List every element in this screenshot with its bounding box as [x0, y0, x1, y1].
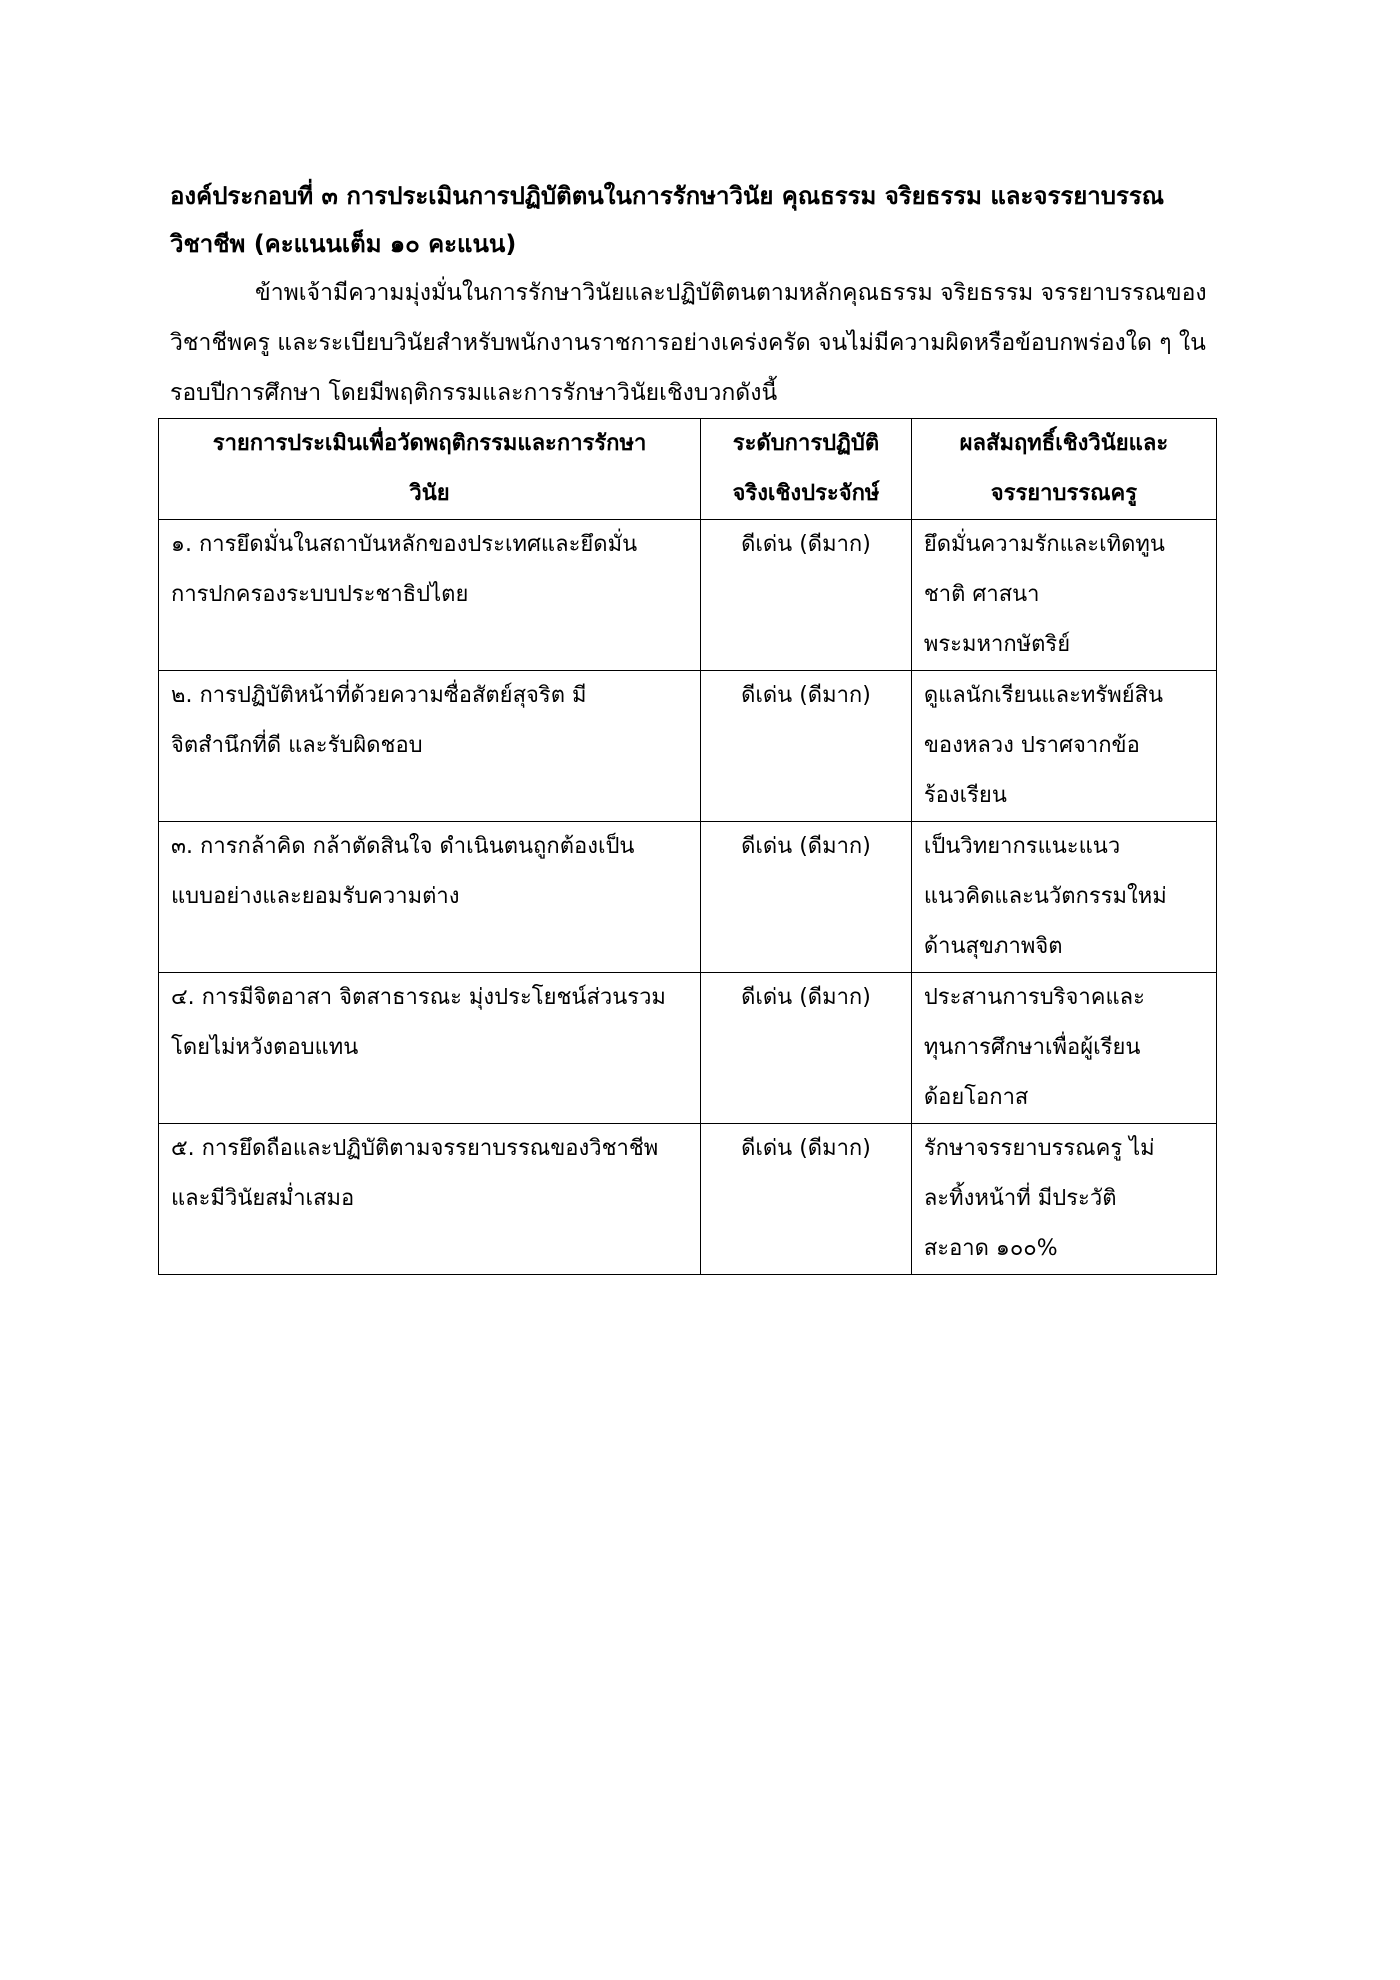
header-line: ผลสัมฤทธิ์เชิงวินัยและ: [959, 431, 1169, 456]
level-cell: ดีเด่น (ดีมาก): [701, 520, 912, 671]
header-line: จริงเชิงประจักษ์: [732, 481, 880, 506]
result-line: แนวคิดและนวัตกรรมใหม่: [923, 884, 1167, 909]
result-line: ยึดมั่นความรักและเทิดทูน: [923, 532, 1165, 557]
item-line: แบบอย่างและยอมรับความต่าง: [171, 884, 460, 909]
table-row: [159, 520, 1217, 671]
intro-paragraph: [170, 268, 1245, 418]
level-cell: ดีเด่น (ดีมาก): [701, 1124, 912, 1275]
result-cell: [911, 1124, 1216, 1275]
table-row: [159, 671, 1217, 822]
item-cell: [159, 973, 701, 1124]
result-line: ด้านสุขภาพจิต: [923, 934, 1063, 959]
result-line: รักษาจรรยาบรรณครู ไม่: [923, 1136, 1155, 1161]
item-line: ๔. การมีจิตอาสา จิตสาธารณะ มุ่งประโยชน์ส่วนรวม: [171, 985, 666, 1010]
header-achievement: [911, 419, 1216, 520]
header-line: ระดับการปฏิบัติ: [732, 431, 880, 456]
result-line: ทุนการศึกษาเพื่อผู้เรียน: [923, 1035, 1141, 1060]
result-line: ละทิ้งหน้าที่ มีประวัติ: [923, 1186, 1117, 1211]
heading-line-2: วิชาชีพ (คะแนนเต็ม ๑๐ คะแนน): [170, 230, 517, 258]
header-assessment-item: [159, 419, 701, 520]
evaluation-table: [158, 418, 1217, 1275]
header-practice-level: [701, 419, 912, 520]
item-line: การปกครองระบบประชาธิปไตย: [171, 582, 469, 607]
result-line: สะอาด ๑๐๐%: [923, 1236, 1058, 1261]
item-line: ๕. การยึดถือและปฏิบัติตามจรรยาบรรณของวิชาชีพ: [171, 1136, 659, 1161]
level-cell: ดีเด่น (ดีมาก): [701, 671, 912, 822]
header-line: รายการประเมินเพื่อวัดพฤติกรรมและการรักษา: [212, 431, 647, 456]
item-cell: [159, 1124, 701, 1275]
item-cell: [159, 822, 701, 973]
result-cell: [911, 973, 1216, 1124]
item-cell: [159, 520, 701, 671]
result-line: ดูแลนักเรียนและทรัพย์สิน: [923, 683, 1164, 708]
table-row: [159, 822, 1217, 973]
result-line: ประสานการบริจาคและ: [923, 985, 1145, 1010]
result-line: ร้องเรียน: [923, 783, 1007, 808]
result-cell: [911, 822, 1216, 973]
result-line: ด้อยโอกาส: [923, 1085, 1029, 1110]
item-line: ๑. การยึดมั่นในสถาบันหลักของประเทศและยึดมั่น: [171, 532, 638, 557]
level-cell: ดีเด่น (ดีมาก): [701, 822, 912, 973]
item-line: และมีวินัยสม่ำเสมอ: [171, 1186, 355, 1211]
item-line: โดยไม่หวังตอบแทน: [171, 1035, 359, 1060]
result-line: ชาติ ศาสนา: [923, 582, 1040, 607]
table-row: [159, 973, 1217, 1124]
intro-line-1: ข้าพเจ้ามีความมุ่งมั่นในการรักษาวินัยและปฏิบัติตนตามหลักคุณธรรม จริยธรรม จรรยาบรรณของ: [255, 280, 1207, 306]
header-line: จรรยาบรรณครู: [990, 481, 1138, 506]
intro-line-3: รอบปีการศึกษา โดยมีพฤติกรรมและการรักษาวินัยเชิงบวกดังนี้: [170, 380, 778, 406]
table-header-row: [159, 419, 1217, 520]
section-heading: [170, 172, 1245, 268]
item-line: ๓. การกล้าคิด กล้าตัดสินใจ ดำเนินตนถูกต้องเป็น: [171, 834, 635, 859]
result-line: เป็นวิทยากรแนะแนว: [923, 834, 1121, 859]
level-cell: ดีเด่น (ดีมาก): [701, 973, 912, 1124]
item-line: จิตสำนึกที่ดี และรับผิดชอบ: [171, 733, 423, 758]
heading-line-1: องค์ประกอบที่ ๓ การประเมินการปฏิบัติตนในการรักษาวินัย คุณธรรม จริยธรรม และจรรยาบรรณ: [170, 182, 1165, 210]
item-line: ๒. การปฏิบัติหน้าที่ด้วยความซื่อสัตย์สุจริต มี: [171, 683, 587, 708]
item-cell: [159, 671, 701, 822]
result-cell: [911, 520, 1216, 671]
header-line: วินัย: [409, 481, 450, 506]
result-line: ของหลวง ปราศจากข้อ: [923, 733, 1140, 758]
table-row: [159, 1124, 1217, 1275]
intro-line-2: วิชาชีพครู และระเบียบวินัยสำหรับพนักงานราชการอย่างเคร่งครัด จนไม่มีความผิดหรือข้อบกพร่องใด ๆ ใน: [170, 330, 1206, 356]
result-line: พระมหากษัตริย์: [923, 632, 1071, 657]
result-cell: [911, 671, 1216, 822]
